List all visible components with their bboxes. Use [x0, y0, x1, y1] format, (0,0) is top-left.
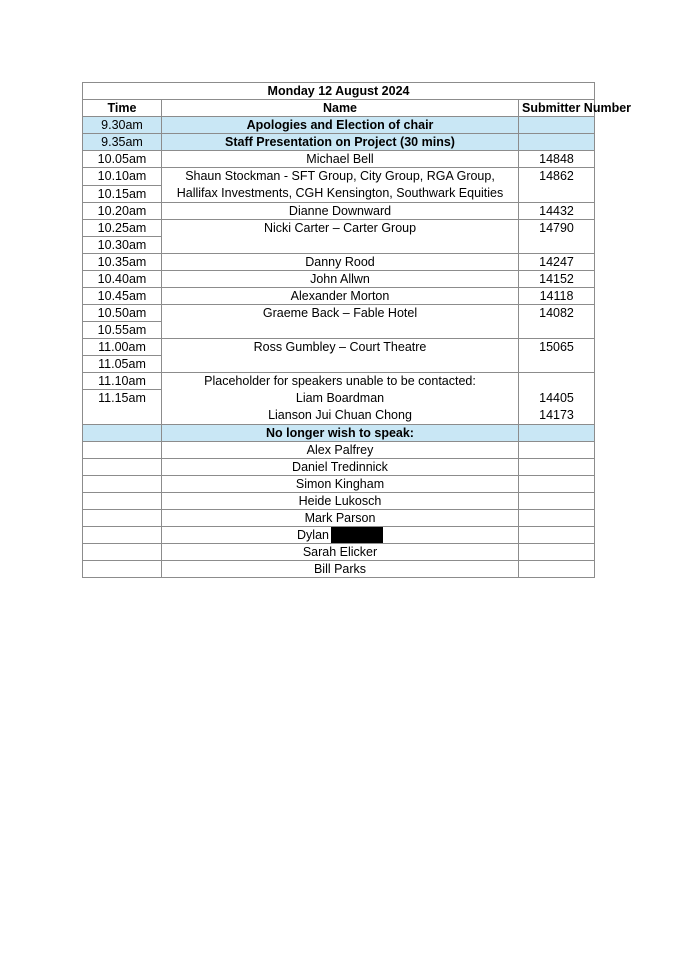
name-cell: Nicki Carter – Carter Group — [162, 220, 519, 254]
speaker-schedule-table — [82, 82, 632, 578]
name-line: Liam Boardman — [295, 391, 385, 405]
header-row — [83, 100, 595, 117]
number-cell: 14118 — [519, 288, 595, 305]
time-cell: 9.30am — [83, 117, 162, 134]
table-row — [83, 510, 595, 527]
time-cell: 11.00am — [83, 339, 162, 356]
time-cell: 10.15am — [83, 185, 162, 203]
table-row — [83, 561, 595, 578]
time-cell: 10.20am — [83, 203, 162, 220]
time-cell — [83, 527, 162, 544]
time-cell: 10.25am — [83, 220, 162, 237]
table-row — [83, 271, 595, 288]
time-cell — [83, 493, 162, 510]
withdrawn-name: Dylan — [297, 528, 329, 542]
withdrawn-name: Heide Lukosch — [162, 493, 519, 510]
time-cell: 11.15am — [83, 390, 162, 425]
time-cell: 10.40am — [83, 271, 162, 288]
no-longer-heading: No longer wish to speak: — [162, 425, 519, 442]
number-cell: 14247 — [519, 254, 595, 271]
table-row — [83, 305, 595, 322]
time-cell: 10.30am — [83, 237, 162, 254]
header-time: Time — [83, 100, 162, 117]
withdrawn-name: Bill Parks — [162, 561, 519, 578]
table-row — [83, 459, 595, 476]
number-cell — [519, 373, 595, 425]
withdrawn-name: Simon Kingham — [162, 476, 519, 493]
table-row — [83, 442, 595, 459]
table-row — [83, 339, 595, 356]
number-cell: 14152 — [519, 271, 595, 288]
name-cell — [162, 373, 519, 425]
name-cell: Alexander Morton — [162, 288, 519, 305]
table-row — [83, 151, 595, 168]
time-cell: 10.55am — [83, 322, 162, 339]
table-row — [83, 288, 595, 305]
withdrawn-name-cell — [162, 527, 519, 544]
time-cell: 10.05am — [83, 151, 162, 168]
withdrawn-name: Mark Parson — [162, 510, 519, 527]
table-row — [83, 373, 595, 390]
time-cell: 10.50am — [83, 305, 162, 322]
time-cell: 9.35am — [83, 134, 162, 151]
number-cell: 14790 — [519, 220, 595, 254]
table-row — [83, 134, 595, 151]
time-cell — [83, 425, 162, 442]
time-cell — [83, 476, 162, 493]
withdrawn-name: Sarah Elicker — [162, 544, 519, 561]
name-cell: Ross Gumbley – Court Theatre — [162, 339, 519, 373]
time-cell: 11.05am — [83, 356, 162, 373]
number-cell — [519, 510, 595, 527]
no-longer-heading-row — [83, 425, 595, 442]
number-cell — [519, 544, 595, 561]
table-row — [83, 168, 595, 186]
number-cell: 14432 — [519, 203, 595, 220]
withdrawn-name: Daniel Tredinnick — [162, 459, 519, 476]
date-row — [83, 83, 595, 100]
number-cell — [519, 527, 595, 544]
number-cell: 14848 — [519, 151, 595, 168]
header-name: Name — [162, 100, 519, 117]
redaction-box — [331, 527, 383, 543]
number-cell: 14862 — [519, 168, 595, 203]
name-cell: Apologies and Election of chair — [162, 117, 519, 134]
table-row — [83, 117, 595, 134]
table-row — [83, 476, 595, 493]
number-cell — [519, 493, 595, 510]
number-cell — [519, 561, 595, 578]
withdrawn-name: Alex Palfrey — [162, 442, 519, 459]
time-cell: 10.10am — [83, 168, 162, 186]
time-cell: 10.45am — [83, 288, 162, 305]
number-line: 14405 — [539, 391, 574, 405]
time-cell — [83, 459, 162, 476]
name-line: Shaun Stockman - SFT Group, City Group, RGA Group, — [185, 169, 495, 183]
name-cell: Danny Rood — [162, 254, 519, 271]
table-row — [83, 493, 595, 510]
name-cell: Graeme Back – Fable Hotel — [162, 305, 519, 339]
number-cell — [519, 117, 595, 134]
number-cell — [519, 134, 595, 151]
number-line: 14173 — [539, 408, 574, 422]
time-cell — [83, 544, 162, 561]
number-cell — [519, 459, 595, 476]
schedule-date: Monday 12 August 2024 — [83, 83, 595, 100]
name-cell: Michael Bell — [162, 151, 519, 168]
time-cell — [83, 561, 162, 578]
name-cell — [162, 168, 519, 203]
header-number: Submitter Number — [519, 100, 595, 117]
table-row — [83, 203, 595, 220]
number-cell: 14082 — [519, 305, 595, 339]
name-cell: Staff Presentation on Project (30 mins) — [162, 134, 519, 151]
table-row — [83, 527, 595, 544]
name-line: Placeholder for speakers unable to be contacted: — [204, 374, 476, 388]
number-line — [522, 373, 591, 390]
name-line: Lianson Jui Chuan Chong — [268, 408, 412, 422]
number-cell — [519, 425, 595, 442]
time-cell — [83, 510, 162, 527]
table-row — [83, 254, 595, 271]
number-cell — [519, 476, 595, 493]
time-cell: 10.35am — [83, 254, 162, 271]
name-cell: Dianne Downward — [162, 203, 519, 220]
number-cell — [519, 442, 595, 459]
time-cell: 11.10am — [83, 373, 162, 390]
name-line: Hallifax Investments, CGH Kensington, Southwark Equities — [176, 186, 504, 200]
table-row — [83, 544, 595, 561]
name-cell: John Allwn — [162, 271, 519, 288]
time-cell — [83, 442, 162, 459]
table-row — [83, 220, 595, 237]
number-cell: 15065 — [519, 339, 595, 373]
